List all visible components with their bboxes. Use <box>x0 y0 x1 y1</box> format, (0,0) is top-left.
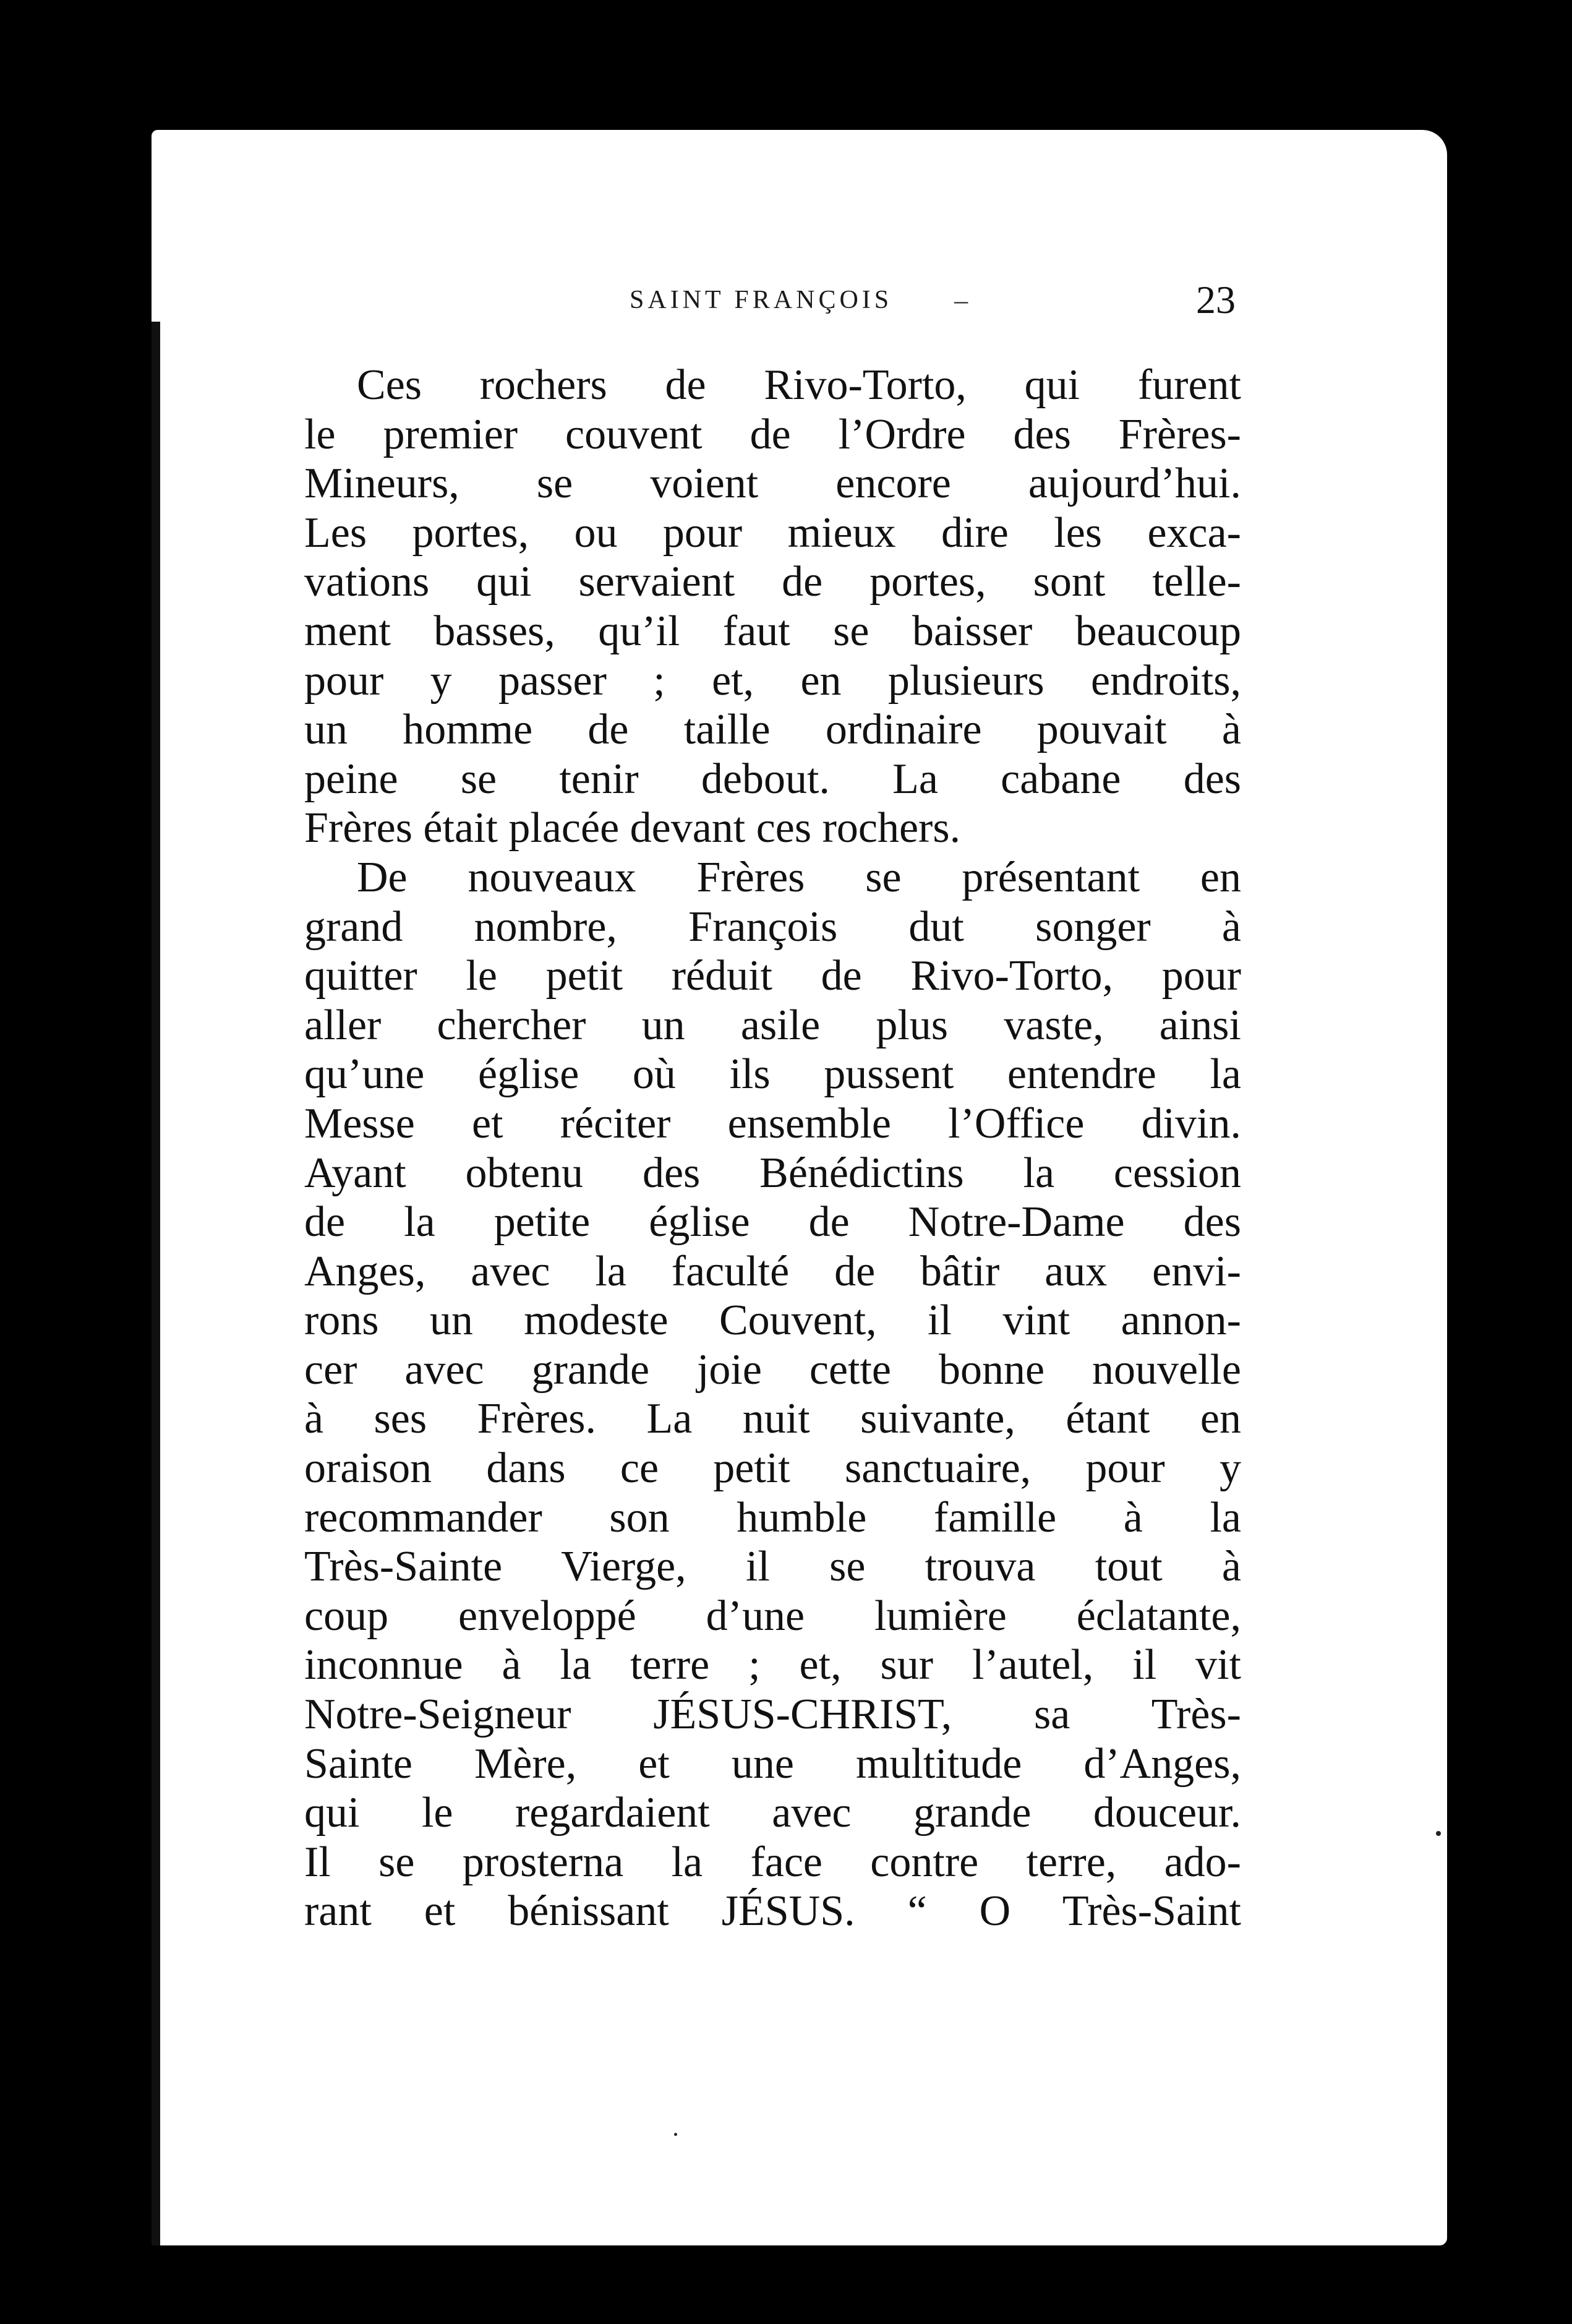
text-line: Mineurs, se voient encore aujourd’hui. <box>304 460 1241 508</box>
text-line: cer avec grande joie cette bonne nouvelle <box>304 1345 1241 1394</box>
text-line: Frères était placée devant ces rochers. <box>304 804 961 852</box>
text-line: De nouveaux Frères se présentant en <box>357 853 1241 901</box>
text-line: grand nombre, François dut songer à <box>304 903 1241 951</box>
text-line: à ses Frères. La nuit suivante, étant en <box>304 1395 1241 1443</box>
text-line: Anges, avec la faculté de bâtir aux envi- <box>304 1247 1241 1295</box>
ink-speck <box>674 2133 677 2136</box>
text-line: Notre-Seigneur JÉSUS-CHRIST, sa Très- <box>304 1691 1241 1739</box>
binding-mark-lower: ✦ <box>124 1529 155 1572</box>
text-line: Les portes, ou pour mieux dire les exca- <box>304 508 1241 557</box>
text-line: coup enveloppé d’une lumière éclatante, <box>304 1592 1241 1640</box>
text-line: peine se tenir debout. La cabane des <box>304 755 1241 803</box>
text-line: recommander son humble famille à la <box>304 1493 1241 1541</box>
ink-speck <box>1436 1831 1441 1836</box>
paragraph-2 <box>304 853 1241 1936</box>
text-line: Très-Sainte Vierge, il se trouva tout à <box>304 1543 1241 1591</box>
page-number: 23 <box>1196 278 1236 322</box>
text-line: Sainte Mère, et une multitude d’Anges, <box>304 1739 1241 1788</box>
paragraph-1 <box>304 361 1241 853</box>
text-line: Messe et réciter ensemble l’Office divin. <box>304 1099 1241 1147</box>
text-line: rant et bénissant JÉSUS. “ O Très-Saint <box>304 1887 1241 1936</box>
text-line: qu’une église où ils pussent entendre la <box>304 1050 1241 1099</box>
running-title: SAINT FRANÇOIS <box>630 286 893 314</box>
page-header <box>630 275 1236 325</box>
text-line: quitter le petit réduit de Rivo-Torto, pour <box>304 952 1241 1000</box>
text-line: Il se prosterna la face contre terre, ado- <box>304 1838 1241 1886</box>
text-line: qui le regardaient avec grande douceur. <box>304 1789 1241 1837</box>
text-line: vations qui servaient de portes, sont telle- <box>304 558 1241 606</box>
body-text <box>304 361 1241 1936</box>
text-line: un homme de taille ordinaire pouvait à <box>304 706 1241 754</box>
text-line: de la petite église de Notre-Dame des <box>304 1198 1241 1246</box>
header-dash: – <box>954 285 968 315</box>
text-line: le premier couvent de l’Ordre des Frères- <box>304 410 1241 458</box>
text-line: pour y passer ; et, en plusieurs endroits, <box>304 656 1241 705</box>
text-line: Ces rochers de Rivo-Torto, qui furent <box>357 361 1241 409</box>
text-line: ment basses, qu’il faut se baisser beaucoup <box>304 607 1241 655</box>
text-line: aller chercher un asile plus vaste, ainsi <box>304 1001 1241 1049</box>
text-line: inconnue à la terre ; et, sur l’autel, il vit <box>304 1641 1241 1689</box>
text-line: rons un modeste Couvent, il vint annon- <box>304 1297 1241 1345</box>
binding-mark-upper: ▼ <box>124 713 153 757</box>
text-line: Ayant obtenu des Bénédictins la cession <box>304 1149 1241 1197</box>
text-line: oraison dans ce petit sanctuaire, pour y <box>304 1444 1241 1493</box>
page-binding-edge <box>152 322 160 2245</box>
